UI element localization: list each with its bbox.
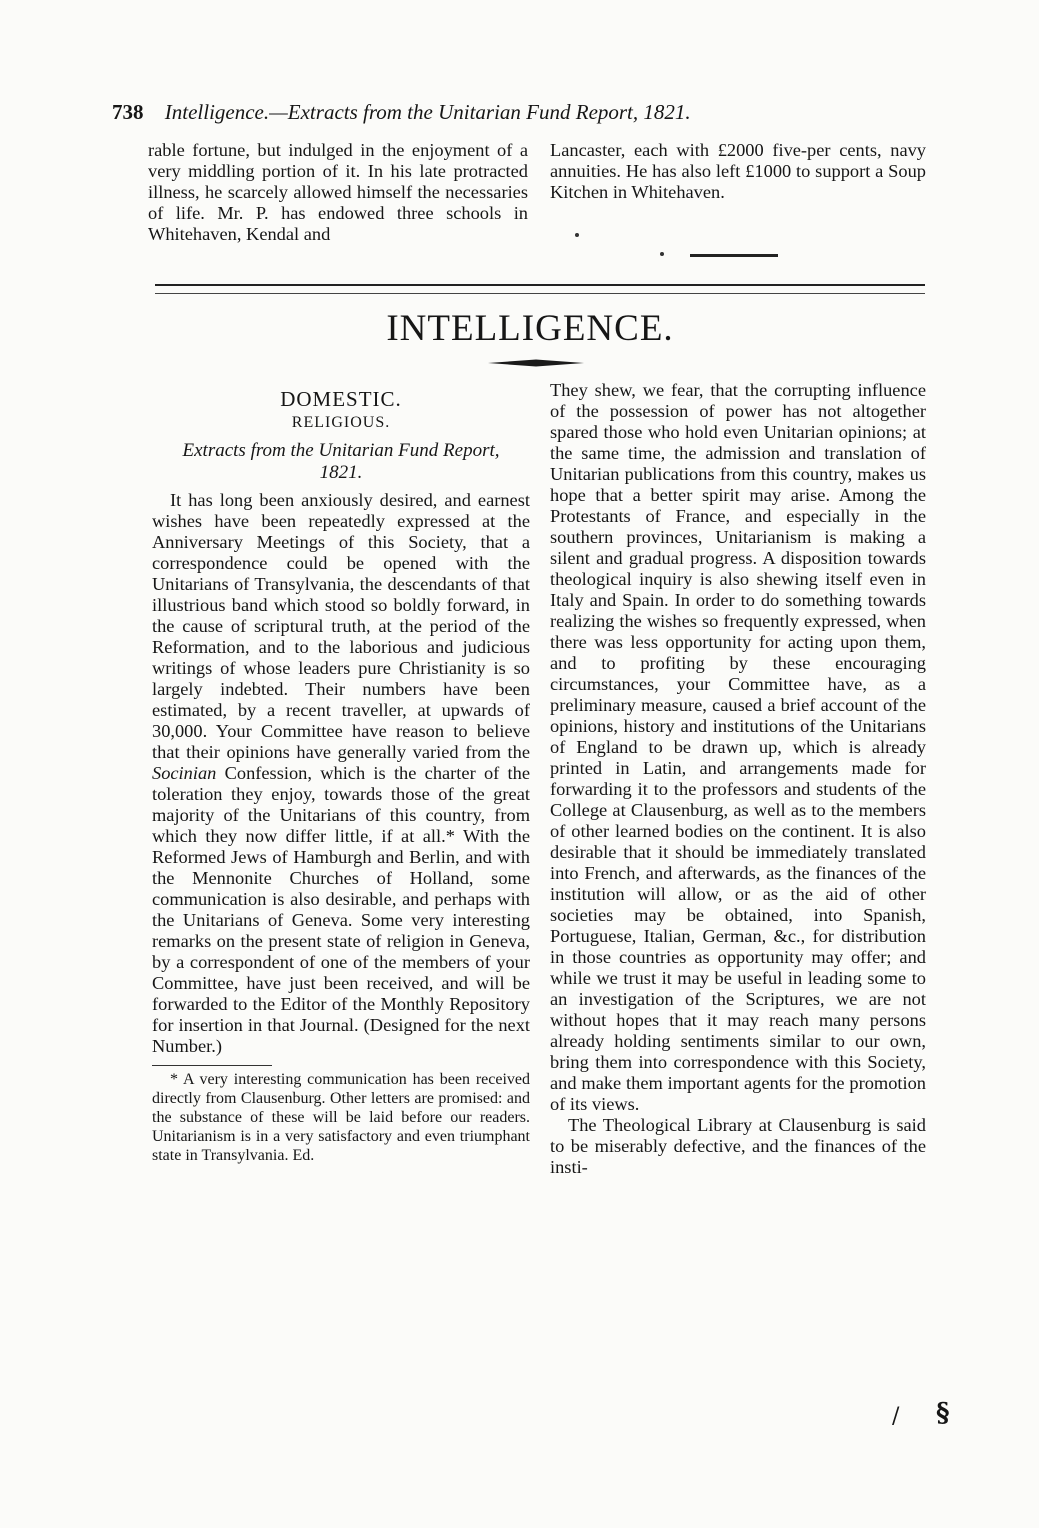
running-title: Intelligence.—Extracts from the Unitarian Fund Report, 1821. xyxy=(164,100,691,124)
continued-text-left xyxy=(148,140,528,245)
body-paragraph-left xyxy=(152,490,530,1057)
paragraph-part-1: It has long been anxiously desired, and earnest wishes have been repeatedly expressed at the Anniversary Meetings of this Society, that a correspondence could be opened with the Unitarians of Transylvania, the descendants of that illustrious band which stood so boldly forward, in the cause of scriptural truth, at the period of the Reformation, and to the laborious and judicious writings of whose leaders pure Christianity is so largely indebted. Their numbers have been estimated, by a recent traveller, at upwards of 30,000. Your Committee have reason to believe that their opinions have generally varied from the xyxy=(152,490,530,762)
margin-mark-slash: / xyxy=(892,1404,900,1429)
body-paragraph-right-2: The Theological Library at Clausenburg is said to be miserably defective, and the finances of the insti- xyxy=(550,1115,926,1177)
title-ornament-rule xyxy=(488,359,584,367)
running-header xyxy=(112,100,942,125)
paragraph-part-2: Confession, which is the charter of the toleration they enjoy, towards those of the great majority of the Unitarians of this country, from which they now differ little, if at all.* With the Reformed Jews of Hamburgh and Berlin, and with the Mennonite Churches of Holland, some communication is also desirable, and perhaps with the Unitarians of Geneva. Some very interesting remarks on the present state of religion in Geneva, by a correspondent of one of the members of your Committee, have just been received, and will be forwarded to the Editor of the Monthly Repository for insertion in that Journal. (Designed for the next Number.) xyxy=(152,763,530,1056)
right-column xyxy=(550,380,926,1178)
section-heading: DOMESTIC. xyxy=(280,387,402,411)
section-end-dash xyxy=(690,254,778,257)
body-paragraph-right-1: They shew, we fear, that the corrupting influence of the possession of power has not altogether spared those who hold even Unitarian opinions; at the same time, the admission and translation of Unitarian publications from this country, makes us hope that a better spirit may arise. Among the Protestants of France, and especially in the southern provinces, Unitarianism is making a silent and gradual progress. A disposition towards theological inquiry is also shewing itself even in Italy and Spain. In order to do something towards realizing the wishes so frequently expressed, when there was less opportunity for acting upon them, and to profiting by these encouraging circumstances, your Committee have, as a preliminary measure, caused a brief account of the opinions, history and institutions of the Unitarians of England to be drawn up, which is already printed in Latin, and arrangements made for forwarding it to the professors and students of the College at Clausenburg, as well as to the members of other learned bodies on the continent. It is also desirable that it should be immediately translated into French, and afterwards, as the finances of the institution will allow, or as the aid of other societies may be obtained, into Spanish, Portuguese, Italian, German, &c., for distribution in those countries as opportunity may offer; and while we trust it may be useful in leading some to an investigation of the Scriptures, we are not without hopes that it may reach many persons already holding sentiments similar to our own, bring them into correspondence with this Society, and make them important agents for the promotion of its views. xyxy=(550,380,926,1114)
continued-paragraph-right: Lancaster, each with £2000 five-per cents, navy annuities. He has also left £1000 to support a Soup Kitchen in Whitehaven. xyxy=(550,140,926,202)
main-title: INTELLIGENCE. xyxy=(386,308,674,349)
page-number: 738 xyxy=(112,100,144,124)
footnote: * A very interesting communication has been received directly from Clausenburg. Other letters are promised: and the substance of these will be laid before our readers. Unitarianism is in a very satisfactory and even triumphant state in Transylvania. Ed. xyxy=(152,1071,530,1164)
margin-mark-ornament: § xyxy=(936,1398,950,1428)
footnote-rule xyxy=(152,1065,272,1066)
speck-mark xyxy=(575,233,579,237)
socinian-term: Socinian xyxy=(152,763,217,783)
speck-mark xyxy=(660,252,664,256)
extract-title: Extracts from the Unitarian Fund Report, 1821. xyxy=(182,440,500,483)
continued-text-right xyxy=(550,140,926,203)
left-column xyxy=(152,380,530,1165)
double-rule-divider xyxy=(155,284,925,294)
section-subheading: RELIGIOUS. xyxy=(291,414,391,431)
continued-paragraph-left: rable fortune, but indulged in the enjoyment of a very middling portion of it. In his late protracted illness, he scarcely allowed himself the necessaries of life. Mr. P. has endowed three schools in Whitehaven, Kendal and xyxy=(148,140,528,244)
